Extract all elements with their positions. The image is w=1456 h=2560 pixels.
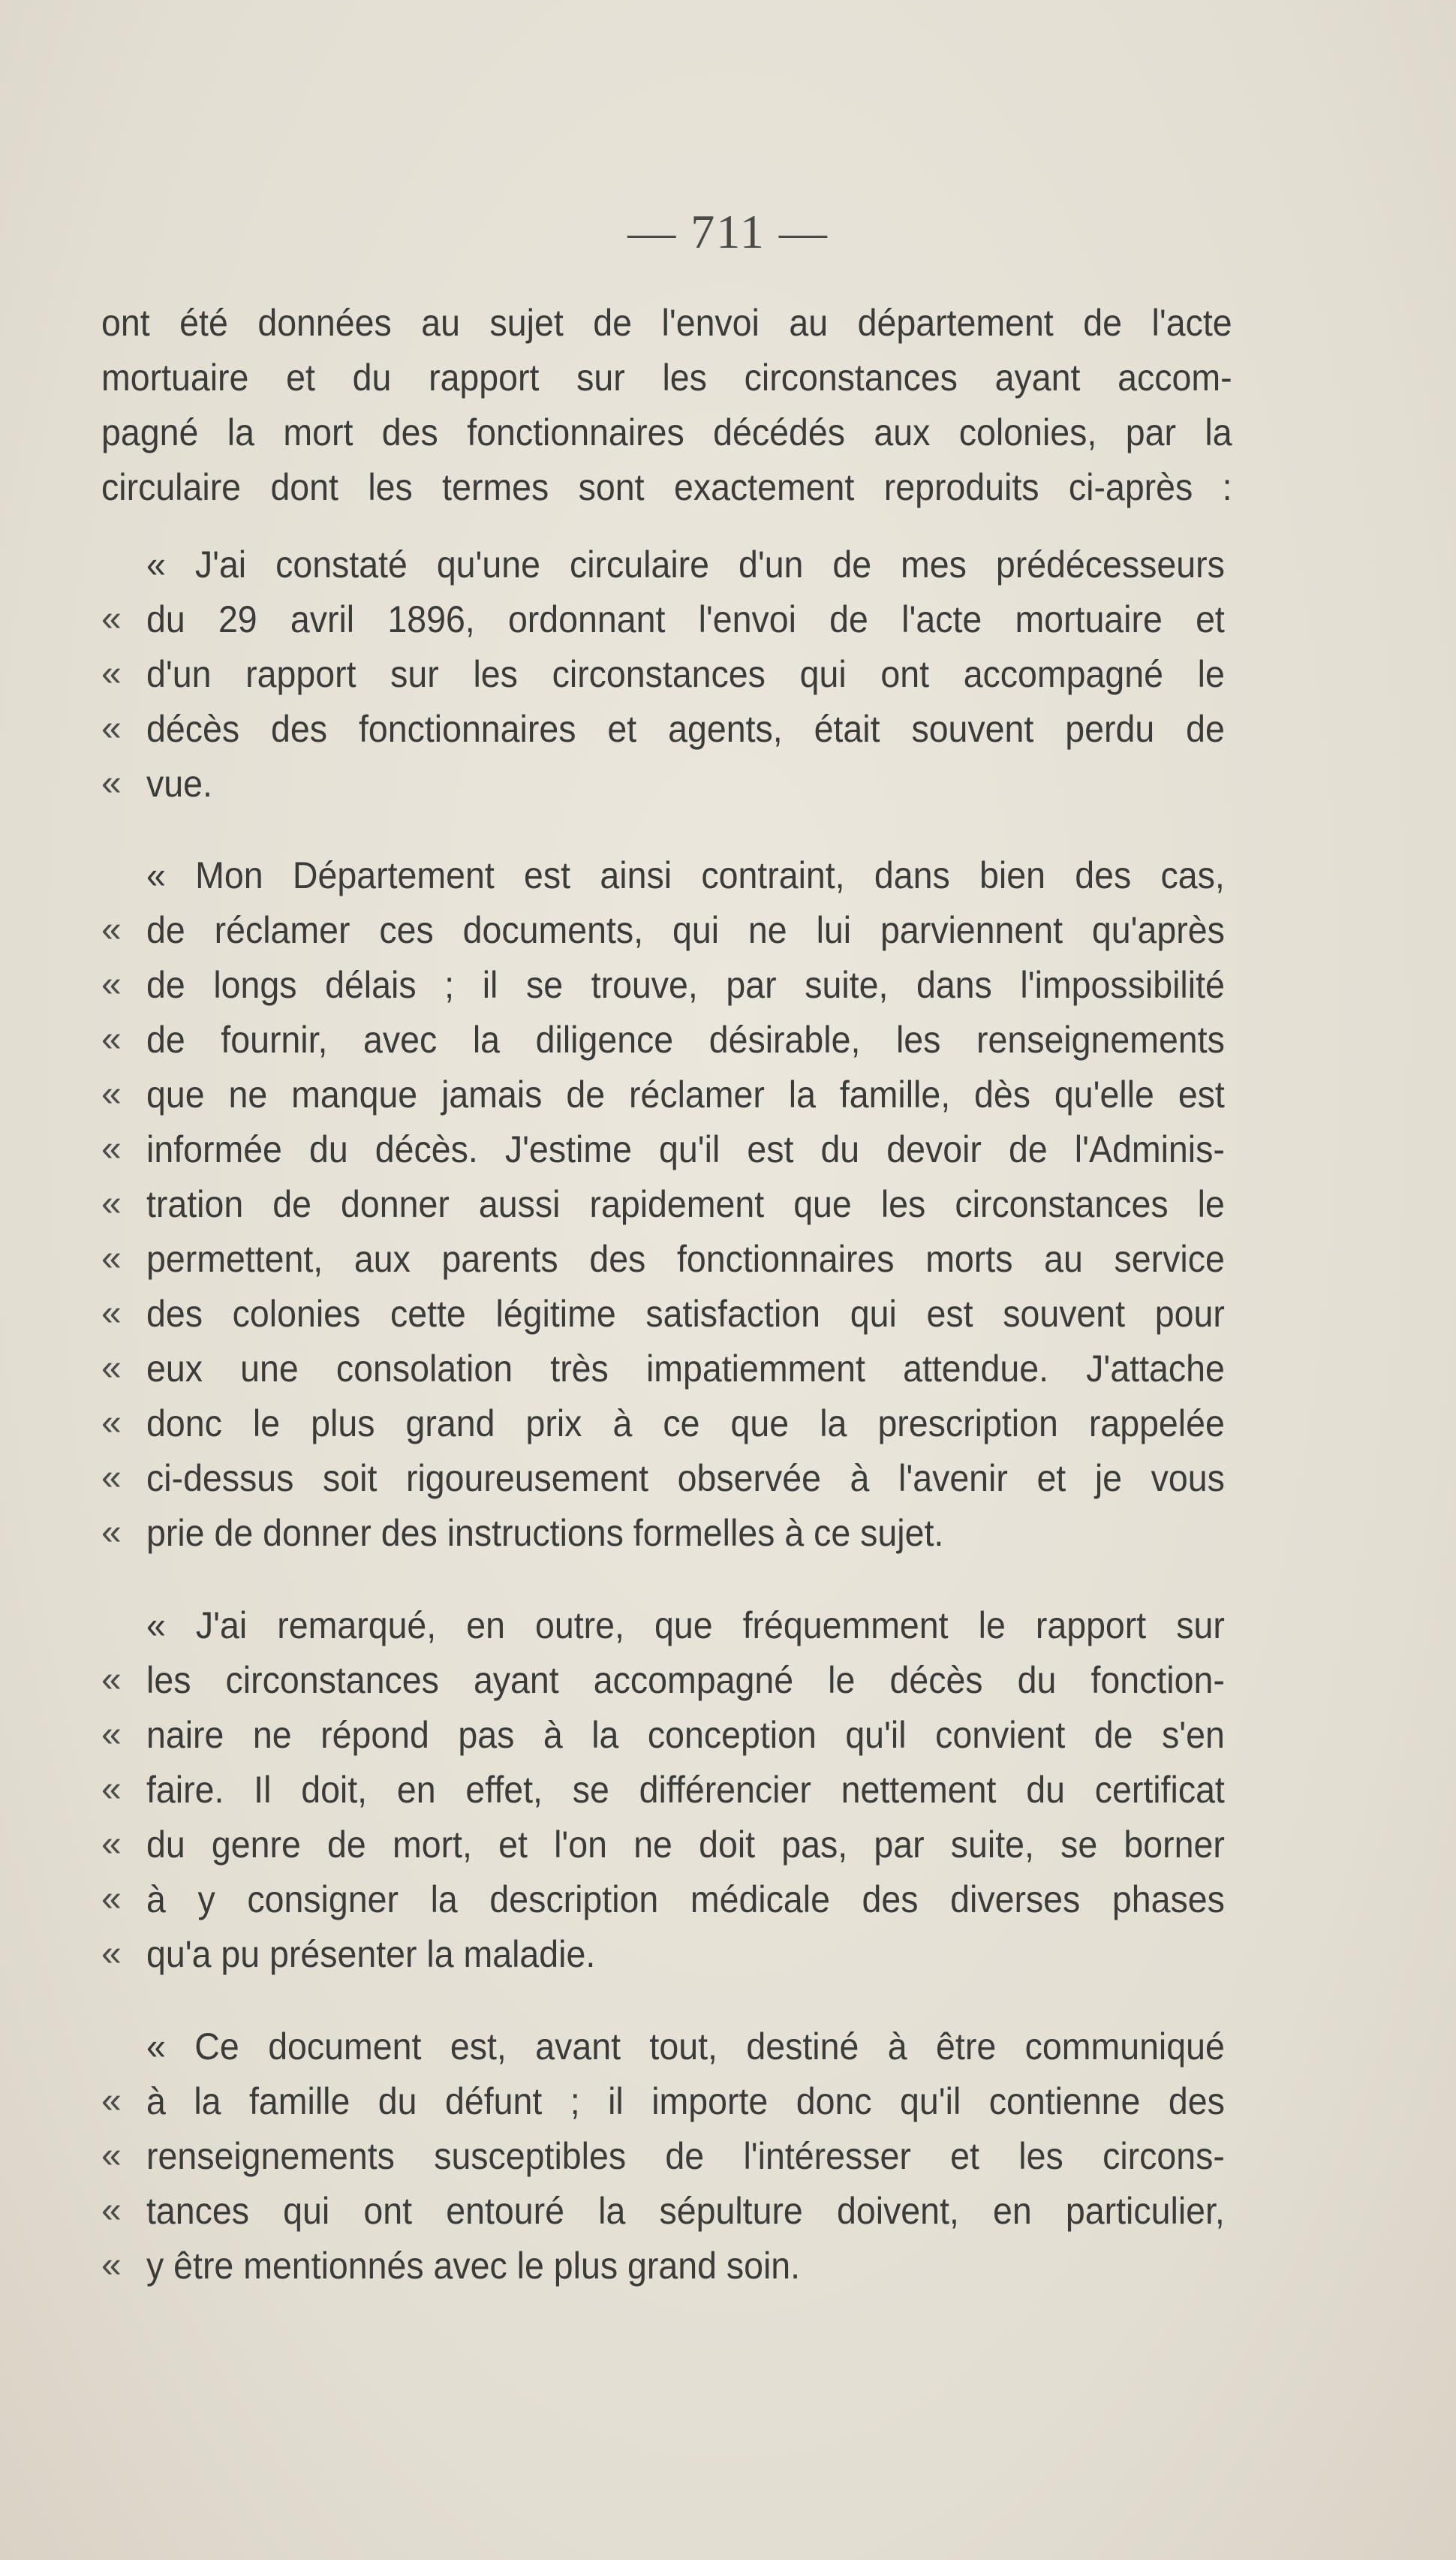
quote-mark: « <box>101 1660 122 1700</box>
quote-mark: « <box>101 910 122 950</box>
text-line: « Mon Département est ainsi contraint, dans bien des cas, <box>146 854 1225 896</box>
text-line: informée du décès. J'estime qu'il est du devoir de l'Adminis- <box>146 1128 1225 1170</box>
quote-mark: « <box>101 1879 122 1919</box>
text-line: eux une consolation très impatiemment attendue. J'attache <box>146 1348 1225 1390</box>
quote-mark: « <box>101 599 122 639</box>
quote-mark: « <box>101 763 122 803</box>
text-line: du 29 avril 1896, ordonnant l'envoi de l'acte mortuaire et <box>146 598 1225 640</box>
quote-mark: « <box>101 965 122 1004</box>
text-line: « Ce document est, avant tout, destiné à être communiqué <box>146 2025 1225 2068</box>
quote-mark: « <box>101 1239 122 1278</box>
quote-mark: « <box>101 654 122 694</box>
quote-mark: « <box>101 1348 122 1388</box>
text-line: faire. Il doit, en effet, se différencier nettement du certificat <box>146 1769 1225 1811</box>
text-line: que ne manque jamais de réclamer la famille, dès qu'elle est <box>146 1074 1225 1116</box>
text-line: décès des fonctionnaires et agents, était souvent perdu de <box>146 708 1225 750</box>
text-line: d'un rapport sur les circonstances qui ont accompagné le <box>146 653 1225 695</box>
text-line: les circonstances ayant accompagné le décès du fonction- <box>146 1659 1225 1701</box>
quote-mark: « <box>101 2136 122 2176</box>
page-number: — 711 — <box>627 205 829 258</box>
quote-mark: « <box>101 1824 122 1864</box>
quote-mark: « <box>101 2081 122 2121</box>
text-line: circulaire dont les termes sont exactement reproduits ci-après : <box>101 466 1232 508</box>
quote-mark: « <box>101 1129 122 1169</box>
text-line: donc le plus grand prix à ce que la prescription rappelée <box>146 1402 1225 1444</box>
quote-mark: « <box>101 1403 122 1443</box>
text-line: naire ne répond pas à la conception qu'il convient de s'en <box>146 1714 1225 1756</box>
quote-mark: « <box>101 1458 122 1498</box>
text-line: pagné la mort des fonctionnaires décédés aux colonies, par la <box>101 411 1232 453</box>
text-line: « J'ai constaté qu'une circulaire d'un de mes prédécesseurs <box>146 544 1225 586</box>
quote-mark: « <box>101 1019 122 1059</box>
text-line: de longs délais ; il se trouve, par suite, dans l'impossibilité <box>146 964 1225 1006</box>
text-line: à la famille du défunt ; il importe donc qu'il contienne des <box>146 2080 1225 2122</box>
text-line: vue. <box>146 763 212 805</box>
text-line: tances qui ont entouré la sépulture doivent, en particulier, <box>146 2190 1225 2232</box>
text-line: « J'ai remarqué, en outre, que fréquemment le rapport sur <box>146 1604 1225 1646</box>
text-line: du genre de mort, et l'on ne doit pas, par suite, se borner <box>146 1824 1225 1866</box>
text-line: à y consigner la description médicale des diverses phases <box>146 1878 1225 1920</box>
text-line: prie de donner des instructions formelles à ce sujet. <box>146 1512 944 1554</box>
text-line: ont été données au sujet de l'envoi au département de l'acte <box>101 302 1232 344</box>
text-line: qu'a pu présenter la maladie. <box>146 1933 596 1975</box>
quote-mark: « <box>101 2191 122 2230</box>
text-line: de fournir, avec la diligence désirable, les renseignements <box>146 1019 1225 1061</box>
text-line: ci-dessus soit rigoureusement observée à l'avenir et je vous <box>146 1457 1225 1499</box>
text-line: tration de donner aussi rapidement que les circonstances le <box>146 1183 1225 1225</box>
text-line: des colonies cette légitime satisfaction qui est souvent pour <box>146 1293 1225 1335</box>
quote-mark: « <box>101 1294 122 1333</box>
quote-mark: « <box>101 709 122 748</box>
text-line: renseignements susceptibles de l'intéresser et les circons- <box>146 2135 1225 2177</box>
text-line: mortuaire et du rapport sur les circonstances ayant accom- <box>101 357 1232 399</box>
quote-mark: « <box>101 2245 122 2285</box>
quote-mark: « <box>101 1074 122 1114</box>
text-line: de réclamer ces documents, qui ne lui parviennent qu'après <box>146 909 1225 951</box>
quote-mark: « <box>101 1769 122 1809</box>
quote-mark: « <box>101 1513 122 1553</box>
quote-mark: « <box>101 1715 122 1754</box>
quote-mark: « <box>101 1184 122 1224</box>
quote-mark: « <box>101 1934 122 1974</box>
text-line: permettent, aux parents des fonctionnaires morts au service <box>146 1238 1225 1280</box>
text-line: y être mentionnés avec le plus grand soin. <box>146 2245 801 2287</box>
